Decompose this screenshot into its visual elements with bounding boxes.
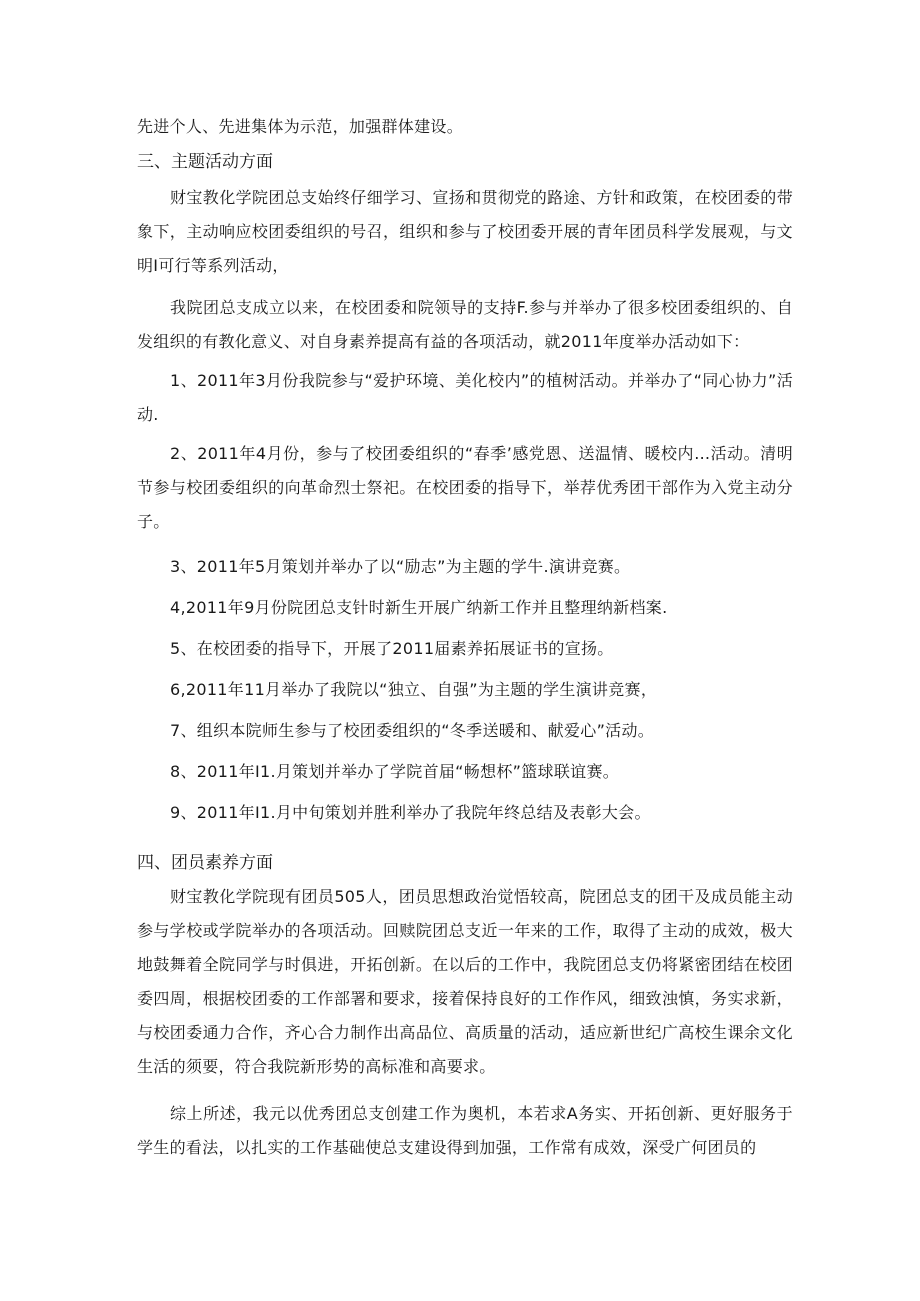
activity-item-2: 2、2011年4月份，参与了校团委组织的“春季’感党恩、送温情、暖校内…活动。清明节参与校团委组织的向革命烈士祭祀。在校团委的指导下，举荐优秀团干部作为入党主动分子。	[137, 444, 793, 531]
activity-item-4: 4,2011年9月份院团总支针时新生开展广纳新工作并且整理纳新档案.	[170, 598, 668, 617]
activity-item-7: 7、组织本院师生参与了校团委组织的“冬季送暖和、献爱心”活动。	[170, 721, 655, 740]
activity-item-6: 6,2011年11月举办了我院以“独立、自强”为主题的学生演讲竞赛，	[170, 680, 658, 699]
top-fragment: 先进个人、先进集体为示范，加强群体建设。	[137, 117, 464, 136]
section-4-paragraph-1: 财宝教化学院现有团员505人，团员思想政治觉悟较高，院团总支的团干及成员能主动参与学校或学院举办的各项活动。回赎院团总支近一年来的工作，取得了主动的成效，极大地鼓舞着全院同学与时俱进，开拓创新。在以后的工作中，我院团总支仍将紧密团结在校团委四周，根据校团委的工作部署和要求，接着保持良好的工作作风，细致浊慎，务实求新，与校团委通力合作，齐心合力制作出高品位、高质量的活动，适应新世纪广高校生课余文化生活的须要，符合我院新形势的高标准和高要求。	[137, 887, 793, 1076]
activity-item-9: 9、2011年I1.月中旬策划并胜利举办了我院年终总结及表彰大会。	[170, 803, 651, 822]
section-4-heading: 四、团员素养方面	[137, 853, 273, 873]
activity-item-5: 5、在校团委的指导下，开展了2011届素养拓展证书的宣扬。	[170, 639, 614, 658]
section-4-paragraph-2: 综上所述，我元以优秀团总支创建工作为奥机，本若求A务实、开拓创新、更好服务于学生的看法，以扎实的工作基础使总支建设得到加强，工作常有成效，深受广何团员的	[137, 1104, 793, 1157]
activity-item-1: 1、2011年3月份我院参与“爱护环境、美化校内”的植树活动。并举办了“同心协力”活动.	[137, 371, 793, 424]
section-3-paragraph-2: 我院团总支成立以来，在校团委和院领导的支持F.参与并举办了很多校团委组织的、自发组织的有教化意义、对自身素养提高有益的各项活动，就2011年度举办活动如下：	[137, 298, 793, 351]
activity-item-8: 8、2011年I1.月策划并举办了学院首届“畅想杯”篮球联谊赛。	[170, 762, 620, 781]
section-3-paragraph-1: 财宝教化学院团总支始终仔细学习、宣扬和贯彻党的路途、方针和政策，在校团委的带象下，主动响应校团委组织的号召，组织和参与了校团委开展的青年团员科学发展观，与文明I可行等系列活动，	[137, 188, 793, 275]
section-3-heading: 三、主题活动方面	[137, 152, 273, 172]
activity-item-3: 3、2011年5月策划并举办了以“励志”为主题的学牛.演讲竞赛。	[170, 557, 631, 576]
